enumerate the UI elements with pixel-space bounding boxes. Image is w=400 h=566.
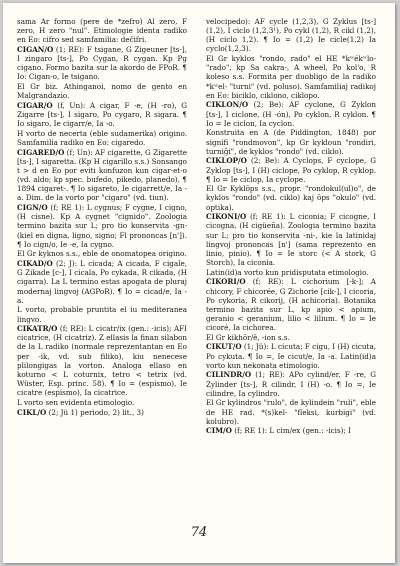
entry-text: (2; Be): A Cyclops, F cyclope, G Zyklop [ts-], I (H) ciclope, Po cyklop, R cyklop. ¶ Io = Ie ciclop, Ia cyclope. xyxy=(206,156,376,184)
dictionary-entry xyxy=(206,268,376,277)
dictionary-entry xyxy=(206,128,376,155)
entry-text: (f; RE): L cicatr/ix (gen.: -icis); AFI cicatrice, (H cicatriz). Z ellasis la finan silabon de la L radiko (normale reprezentantan en Eo per -ik, vd. sub filiko), kiu nenecese plilongigas la vorton. Analoga ellaso en koturno < L coturnix, tetro < tetrix (vd. Wüster, Esp. princ. 58). ¶ Io = (espismo), Ie cicatre (espismo), Ia cicatrice. xyxy=(17,324,187,398)
dictionary-entry xyxy=(206,333,376,342)
dictionary-entry xyxy=(17,82,187,100)
dictionary-entry xyxy=(17,324,187,397)
entry-text: El Gr kyklos "rondo, rado" el HE *kʷékʷlo- "rado", kp Sa cakra-, A wheel, Po kol'o, R koleso s.s. Formita per duobligo de la radiko *kʷel- "turni" (vd. poluso). Samfamiliaj radikoj en Eo: biciklo, ciklono, ciklopo. xyxy=(206,54,376,100)
entry-text: Latin(id)a vorto kun pridisputata etimologio. xyxy=(206,267,369,277)
entry-text: El Gr kyknos s.s., eble de onomatopea origino. xyxy=(17,249,187,259)
entry-text: (f, Un): A cigar, F -e, (H -ro), G Zigarre [ts-], I sigaro, Po cygaro, R sigara. ¶ Io sigaro, Ie cigarr/e, Ia -o. xyxy=(17,100,187,129)
dictionary-entry xyxy=(206,100,376,127)
entry-text: (1; Jü): L cicuta; F cigu, I (H) cicuta, Po cykuta. ¶ Io =, Ie cicut/e, Ia -a. Latin(id)a vorto kun nekonata etimologio. xyxy=(206,342,377,370)
entry-headword: CIKATR/O xyxy=(17,324,58,334)
dictionary-entry xyxy=(17,129,187,147)
dictionary-entry xyxy=(206,156,376,183)
dictionary-entry xyxy=(206,277,376,332)
dictionary-entry xyxy=(17,17,187,44)
entry-text: (2; Jü 1) periodo, 2) lit., 3) xyxy=(48,407,144,417)
dictionary-entry xyxy=(206,17,376,54)
dictionary-page xyxy=(3,3,395,563)
entry-text: (1; RE): APo cylind/er, F -re, G Zylinder [ts-], R cilindr, I (H) -o. ¶ Io =, Ie cilindre, Ia cylindro. xyxy=(206,370,376,398)
entry-headword: CIKUT/O xyxy=(206,342,242,352)
right-column xyxy=(206,17,376,436)
dictionary-entry xyxy=(206,342,376,369)
entry-text: El Gr kylindros "rulo", de kylindein "ruli", eble de HE rad. *(s)kel- "fleksi, kurbigi" (vd. kolubro). xyxy=(206,398,376,426)
left-column xyxy=(17,17,187,417)
dictionary-entry xyxy=(17,101,187,128)
dictionary-entry xyxy=(17,203,187,249)
dictionary-entry xyxy=(206,212,376,267)
entry-headword: CIGN/O xyxy=(17,203,48,213)
entry-headword: CIGARED/O xyxy=(17,147,65,157)
dictionary-entry xyxy=(206,370,376,397)
dictionary-entry xyxy=(206,184,376,211)
entry-text: velocipedo): AF cycle (1,2,3), G Zyklus [ts-] (1,2), I ciclo (1,2,3¹), Po cykl (1,2), R cikl (1,2), (H ciclo 1,2). ¶ Io = (1,2) Ie cicle(1,2) Ia cyclo(1,2,3). xyxy=(206,17,376,54)
entry-headword: CIKORI/O xyxy=(206,277,246,287)
dictionary-entry xyxy=(17,408,187,417)
page-number: 74 xyxy=(190,525,208,540)
entry-text: sama Ar formo (pere de *zefro) Al zero, F zero, H zero "nul". Etimologie identa radiko en Eo: cifro sed samfamilia: deĉifri. xyxy=(17,17,187,45)
dictionary-entry xyxy=(17,249,187,258)
entry-text: (2; J): L cicada; A cicada, F cigale, G Zikade [c-], I cicala, Po cykada, R cikada, (H cigarra). La L termino estas apogata de pluraj modernaj lingvoj (AGPoR). ¶ Io = cicad/e, Ia -a. xyxy=(17,259,187,305)
dictionary-entry xyxy=(206,426,376,435)
dictionary-entry xyxy=(17,259,187,305)
entry-text: El Gr kikhōr/ě, -ion s.s. xyxy=(206,332,290,342)
dictionary-entry xyxy=(17,305,187,323)
entry-headword: CIKAD/O xyxy=(17,259,53,269)
dictionary-entry xyxy=(206,398,376,425)
entry-text: (f; RE): L cichorium [-k-]; A chicory, F chicorée, G Zichorie [cik-], I cicoria, Po cykoria, R cikorij, (H achicoria). Botanika termino bazita sur L, kp apio < apium, geranio < geranium, lilio < lilium. ¶ Io = Ie cicoré, Ia cichorea. xyxy=(206,277,376,333)
dictionary-entry xyxy=(17,398,187,407)
entry-text: (f; RE 1): L ciconia; F cicogne, I cicogna, (H cigüeña). Zoologia termino bazita sur L; pro tio konservita -ni-, kie la latinidaj lingvoj prononcas [n'] (sama reprezento en linio, pinio). ¶ Io = Ie storc (< A stork, G Storch), Ia ciconia. xyxy=(206,212,376,268)
entry-text: L vorto sen evidenta etimologio. xyxy=(17,397,135,407)
dictionary-entry xyxy=(17,45,187,82)
entry-headword: CIKLOP/O xyxy=(206,156,247,166)
entry-text: H vorto de necerta (eble sudamerika) origino. Samfamilia radiko en Eo: cigaredo. xyxy=(17,128,187,148)
entry-headword: CIKONI/O xyxy=(206,212,247,222)
entry-text: (1; RE): F tsigane, G Zigeuner [ts-], I zingaro [ts-], Po Cygan, R cygan. Kp Pg cigano. Formo bazita sur la akordo de FPoR. ¶ Io: Cigan-o, Ie tsigano. xyxy=(17,44,187,82)
entry-text: Konstruita en A (de Piddington, 1848) por signifi "rondmovon", kp Gr kykloun "rondiri, turniĝi", de kyklos "rondo" (vd. ciklo). xyxy=(206,128,376,156)
entry-headword: CIKLON/O xyxy=(206,100,249,110)
entry-text: (f; Un): AF cigarette, G Zigarette [ts-], I sigaretta. (Kp H cigarillo s.s.) Sonsango t > d en Eo por eviti konfuzon kun cigar-et-o (vd. aldo; kp spec. bufedo, pikedo, planedo). ¶ 1894 cigaret-. ¶ Io sigareto, Ie cigarrett/e, Ia -a. Dim. de la vorto por "cigaro" (vd. tiun). xyxy=(17,147,187,203)
entry-text: El Gr Kyklōps s.s., propr. "rondokul(ul)o", de kyklos "rondo" (vd. ciklo) kaj ōps "okulo" (vd. optika). xyxy=(206,184,376,212)
entry-text: (f; RE 1): L cygnus; F cygne, I cigno, (H cisne). Kp A cygnet "cignido". Zoologia termino bazita sur L; pro tio konservita -gn- (kiel en digna, ligno, signo; Fl prononcas [n']). ¶ Io cign/o, Ie -e, Ia cygno. xyxy=(17,203,187,249)
entry-headword: CIGAR/O xyxy=(17,100,53,110)
dictionary-entry xyxy=(206,54,376,100)
dictionary-entry xyxy=(17,148,187,203)
entry-text: (f; RE 1): L cim/ex (gen.: -icis); I xyxy=(234,426,352,436)
entry-headword: CIGAN/O xyxy=(17,44,54,54)
entry-headword: CIM/O xyxy=(206,426,232,436)
entry-text: L vorto, probable pruntita el iu mediteranea lingvo. xyxy=(17,305,187,324)
entry-headword: CIKL/O xyxy=(17,407,47,417)
entry-text: (2; Be): AF cyclone, G Zyklon [ts-], I ciclone, (H -ón), Po cyklon, R cyklon. ¶ Io = Ie ciclon, Ia cyclon. xyxy=(206,100,376,128)
entry-headword: CILINDR/O xyxy=(206,370,252,380)
entry-text: El Gr biz. Athinganoi, nomo de gento en Malgrandazio. xyxy=(17,82,187,101)
